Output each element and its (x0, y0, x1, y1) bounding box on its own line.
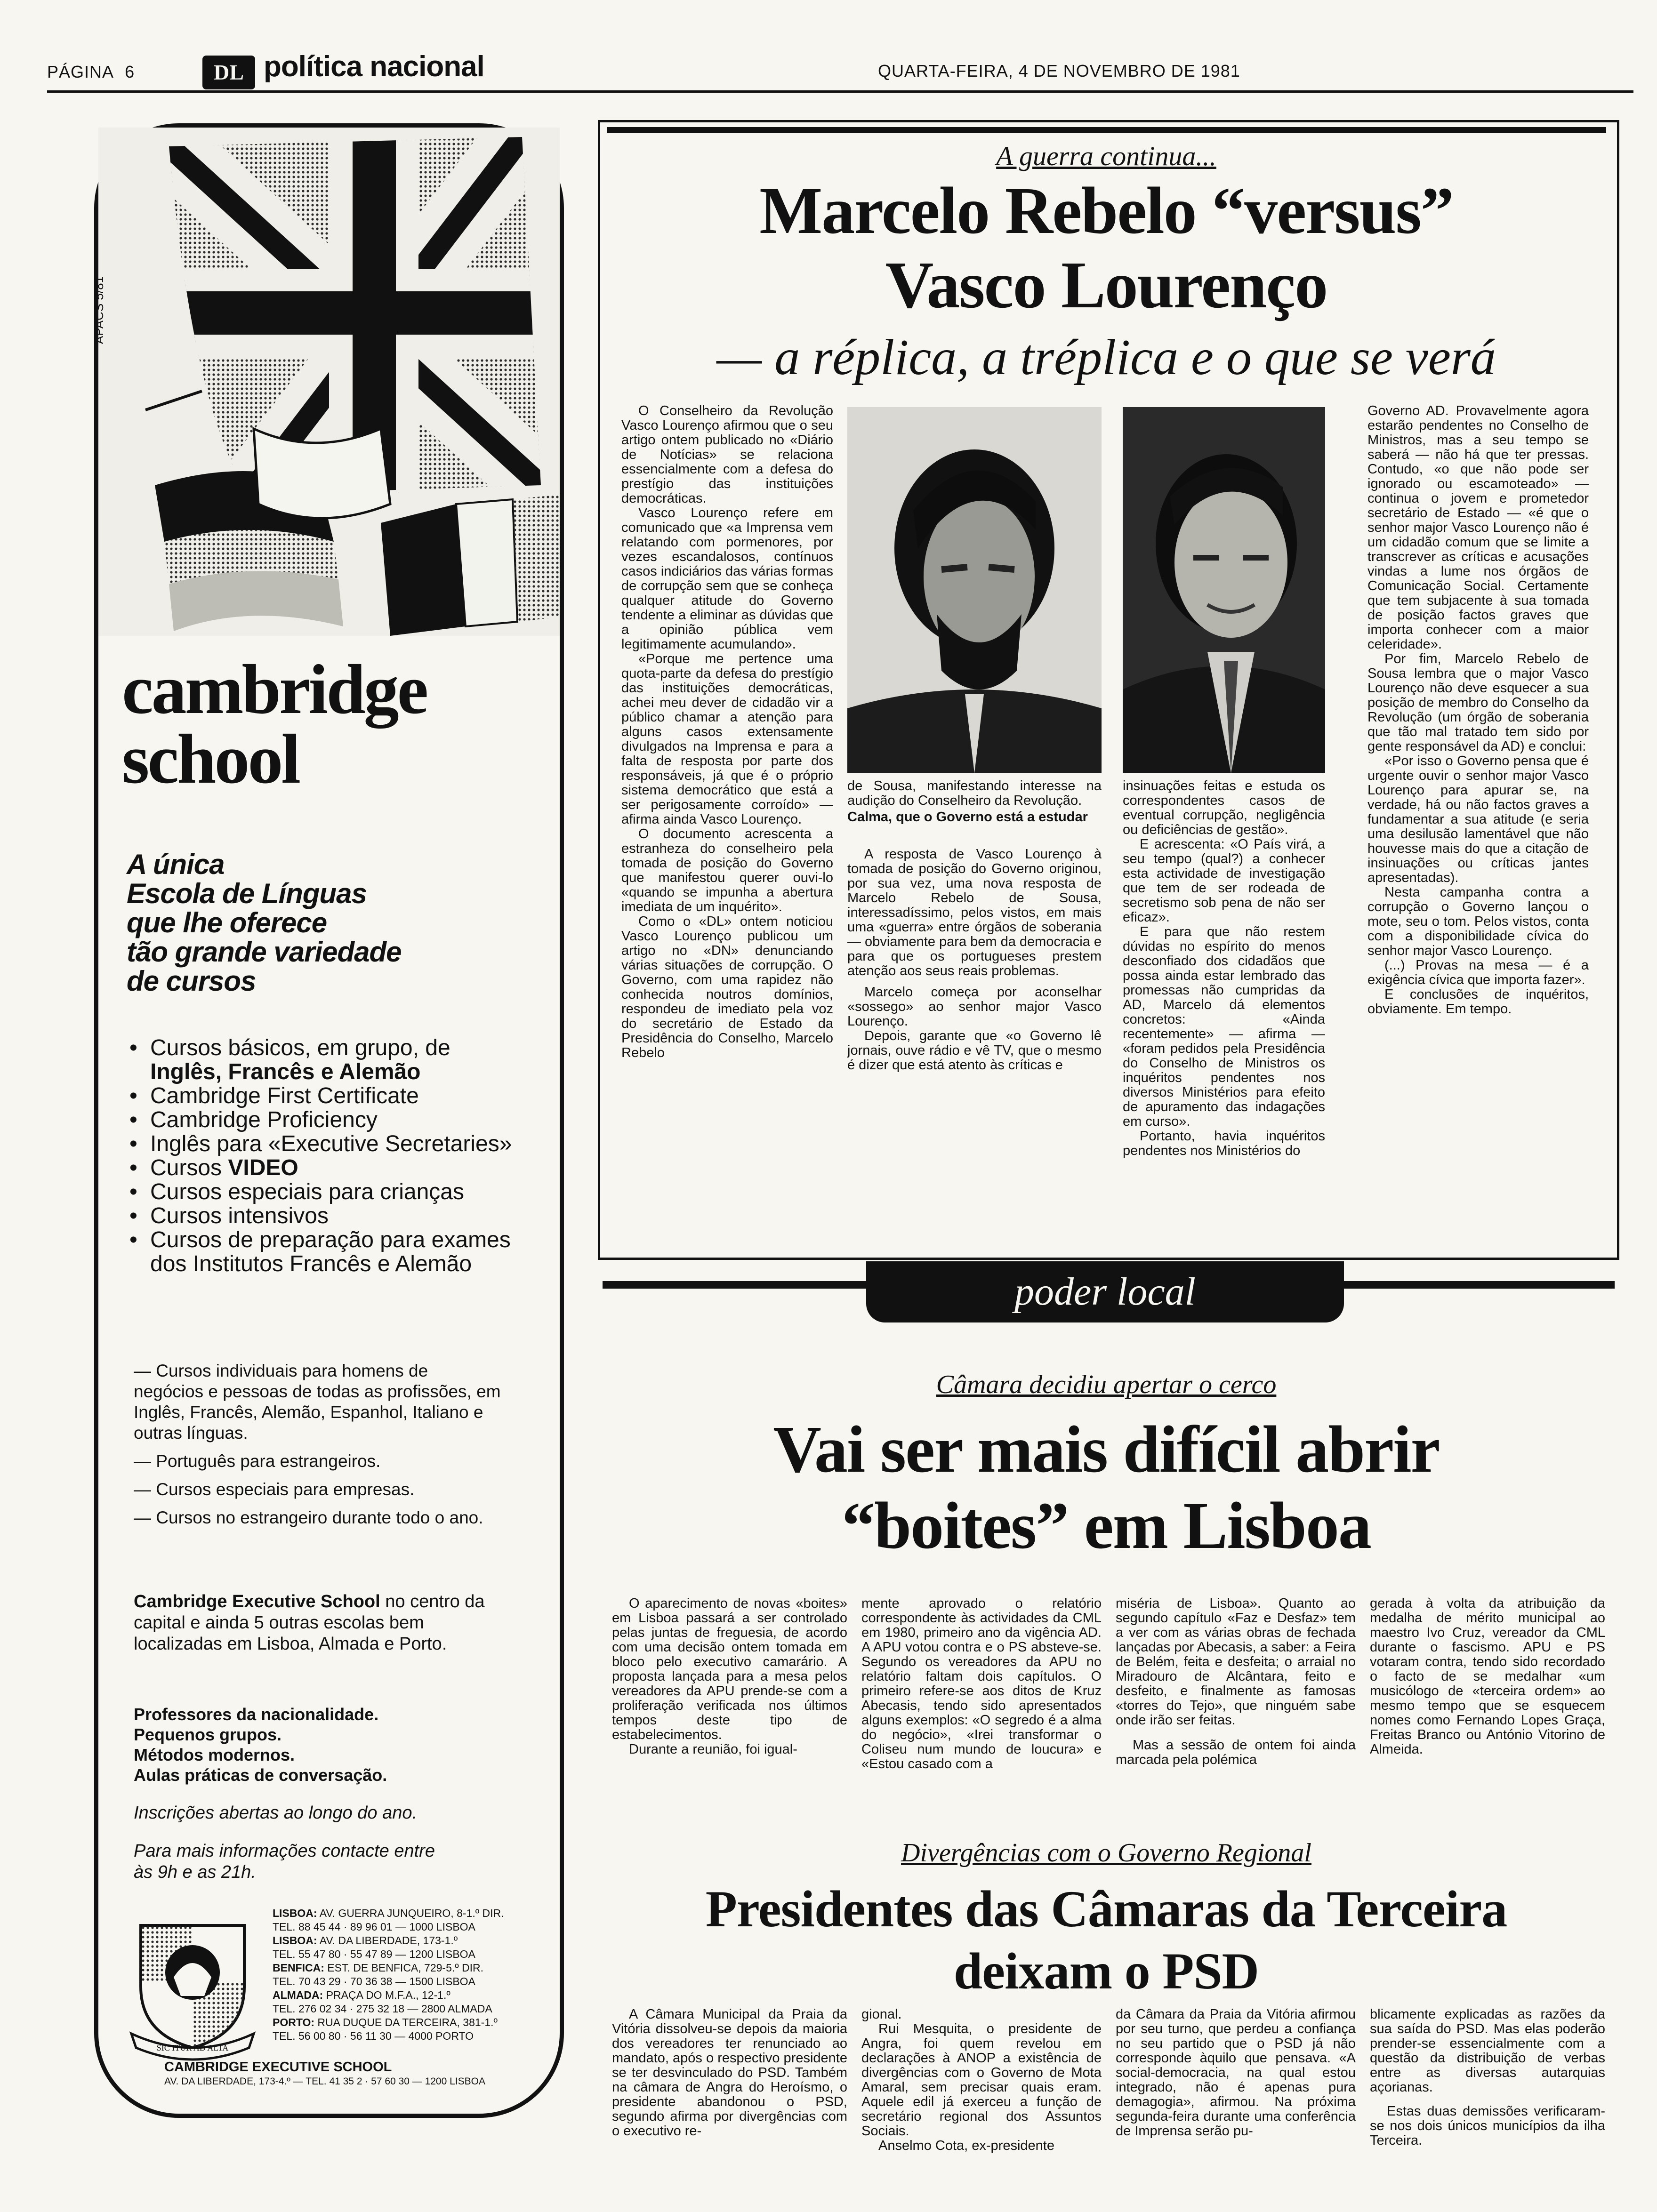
ad-brand-line2: school (122, 720, 299, 798)
article3-headline (600, 1878, 1612, 2002)
ad-extra-item: — Cursos no estrangeiro durante todo o ano. (134, 1508, 483, 1527)
article3-paragraph: Anselmo Cota, ex-presidente (878, 2138, 1054, 2153)
ad-brand (122, 650, 427, 798)
article3-paragraph: da Câmara da Praia da Vitória afirmou por seu turno, que perdeu a confiança no seu partido que o PSD já não corresponde àquilo que pensava. «A social-democracia, na qual estou integrado, não é apenas pura demagogia», afirmou. Na próxima segunda-feira durante uma conferência de Imprensa serão pu- (1116, 2007, 1356, 2139)
ad-tagline-line: tão grande variedade (127, 936, 402, 968)
poder-local-banner (866, 1261, 1344, 1322)
ad-extra-item: — Português para estrangeiros. (134, 1451, 381, 1471)
article1-paragraph: (...) Provas na mesa — é a exigência cívica que importa fazer». (1367, 958, 1589, 987)
article1-paragraph: Nesta campanha contra a corrupção o Governo lançou o mote, seu o tom. Pelos vistos, conta com a disponibilidade cívica do senhor major Vasco Lourenço. (1367, 885, 1589, 958)
article1-paragraph: A resposta de Vasco Lourenço à tomada de posição do Governo originou, por sua vez, uma nova resposta de Marcelo Rebelo de Sousa, interessadíssimo, pelos vistos, em mais uma «guerra» entre órgãos de soberania — obviamente para bem da democracia e para que os portugueses prestem atenção aos seus reais problemas. (847, 847, 1102, 978)
dl-logo-text: DL (214, 60, 244, 84)
ad-extra-item: — Cursos individuais para homens de negócios e pessoas de todas as profissões, em Inglês, Francês, Alemão, Espanhol, Italiano e outras línguas. (134, 1361, 501, 1443)
article1-kicker: A guerra continua... (996, 141, 1216, 171)
ad-address-line: LISBOA: AV. DA LIBERDADE, 173-1.º (273, 1934, 458, 1947)
article3-col4 (1370, 2007, 1605, 2148)
ad-address-line: LISBOA: AV. GUERRA JUNQUEIRO, 8-1.º DIR. (273, 1907, 504, 1919)
marcelo-rebelo-photo (1123, 407, 1325, 773)
article2-paragraph: O aparecimento de novas «boites» em Lisboa passará a ser controlado pelas juntas de freguesia, de acordo com uma decisão ontem tomada em bloco pelo executivo camarário. A proposta lançada para a mesa pelos vereadores da APU prende-se com a proliferação verificada nos últimos tempos deste tipo de estabelecimentos. (612, 1596, 847, 1742)
ad-tagline-line: A única (127, 849, 225, 880)
ad-features (134, 1704, 491, 1785)
masthead-rule (47, 90, 1633, 93)
school-crest (122, 1907, 263, 2057)
section-title: política nacional (264, 50, 484, 83)
ad-feature: Professores da nacionalidade. (134, 1705, 379, 1724)
ad-tagline-line: que lhe oferece (127, 907, 327, 938)
article3-paragraph: blicamente explicadas as razões da sua saída do PSD. Mas elas poderão prender-se essencialmente com a questão da distribuição de verbas entre as diversas autarquias açorianas. (1370, 2007, 1605, 2095)
article1-col4 (1367, 404, 1589, 1017)
article3-col2 (861, 2007, 1102, 2153)
ad-info: Para mais informações contacte entre às 9h e as 21h. (134, 1841, 435, 1882)
article1-paragraph: Vasco Lourenço refere em comunicado que «a Imprensa vem relatando com pormenores, por vezes escandalosos, contínuos casos indiciários das várias formas de corrupção sem que se conheça qualquer atitude do Governo tendente a eliminar as dúvidas que a opinião pública vem legitimamente acumulando». (621, 505, 833, 652)
article1-paragraph: Por fim, Marcelo Rebelo de Sousa lembra que o major Vasco Lourenço não deve esquecer a sua posição de membro do Conselho da Revolução (um órgão de soberania que tão mal tratado tem sido por gente responsável da AD) e conclui: (1367, 651, 1589, 754)
cambridge-ad (94, 123, 564, 2118)
ad-address-line: TEL. 276 02 34 · 275 32 18 — 2800 ALMADA (273, 2003, 492, 2015)
vasco-lourenco-portrait-icon (847, 407, 1102, 773)
article1-col1 (621, 404, 833, 1060)
marcelo-rebelo-portrait-icon (1123, 407, 1325, 773)
article3-paragraph: Estas duas demissões verificaram-se nos dois únicos municípios da ilha Terceira. (1370, 2104, 1605, 2148)
article1-paragraph: E acrescenta: «O País virá, a seu tempo (qual?) a conhecer esta actividade de investigação que tem de ser rodeada de secretismo sob pena de não ser eficaz». (1123, 837, 1325, 925)
article3-paragraph: Rui Mesquita, o presidente de Angra, foi quem revelou em declarações à ANOP a existência de divergências com o Governo de Mota Amaral, sem precisar quais eram. Aquele edil já exerceu a função de secretário regional dos Assuntos Sociais. (861, 2021, 1102, 2139)
article1-paragraph: O Conselheiro da Revolução Vasco Lourenço afirmou que o seu artigo ontem publicado no «Diário de Notícias» se relaciona essencialmente com a defesa do prestígio das instituições democráticas. (621, 403, 833, 506)
poder-local-rule-left (603, 1281, 866, 1289)
ad-brand-line1: cambridge (122, 650, 427, 729)
ad-address-line: ALMADA: PRAÇA DO M.F.A., 12-1.º (273, 1989, 450, 2001)
ad-course-item: • Cursos básicos, em grupo, de Inglês, Francês e Alemão (127, 1036, 513, 1084)
ad-inscricoes: Inscrições abertas ao longo do ano. (134, 1803, 418, 1823)
page-number: 6 (125, 62, 135, 81)
ad-course-item: • Cursos VIDEO (127, 1156, 513, 1180)
page-label-text: PÁGINA (47, 62, 113, 81)
article1-crosshead: Calma, que o Governo está a estudar (847, 809, 1088, 825)
article1-paragraph: E conclusões de inquéritos, obviamente. Em tempo. (1367, 987, 1589, 1017)
article1-paragraph: O documento acrescenta a estranheza do conselheiro pela tomada de posição do Governo que manifestou querer ouvi-lo «quando se impunha a abertura imediata de um inquérito». (621, 826, 833, 914)
article1-col2 (847, 779, 1102, 1073)
page-label (47, 62, 135, 82)
ad-address-line: PORTO: RUA DUQUE DA TERCEIRA, 381-1.º (273, 2016, 498, 2028)
issue-date: QUARTA-FEIRA, 4 DE NOVEMBRO DE 1981 (878, 61, 1240, 80)
article3-kicker: Divergências com o Governo Regional (901, 1838, 1311, 1867)
ad-extras (134, 1361, 501, 1528)
ad-executive-text: no centro da capital e ainda 5 outras escolas bem localizadas em Lisboa, Almada e Porto. (134, 1592, 485, 1654)
ad-tagline (127, 850, 402, 996)
article1-headline-line2: Vasco Lourenço (885, 248, 1327, 322)
article2-paragraph: Mas a sessão de ontem foi ainda marcada pela polémica (1116, 1738, 1356, 1767)
article3-headline-line2: deixam o PSD (954, 1942, 1259, 2000)
dl-logo (202, 56, 255, 89)
ad-address-line: TEL. 55 47 80 · 55 47 89 — 1200 LISBOA (273, 1948, 475, 1960)
article2-paragraph: mente aprovado o relatório correspondente às actividades da CML em 1980, primeiro ano da vigência AD. A APU votou contra e o PS absteve-se. Segundo os vereadores da APU no relatório faltam dois capítulos. O primeiro refere-se aos ditos de Kruz Abecasis, tendo sido apresentados alguns exemplos: «O segredo é a alma do negócio», «Irei transformar o Coliseu num mundo de loucura» e «Estou casado com a (861, 1596, 1102, 1771)
ad-address-line: BENFICA: EST. DE BENFICA, 729-5.º DIR. (273, 1962, 484, 1974)
article2-paragraph: miséria de Lisboa». Quanto ao segundo capítulo «Faz e Desfaz» tem a ver com as várias obras de fechada lançadas por Abecasis, a saber: a Feira de Belém, feita e desfeita; o arraial no Miradouro de Alcântara, feito e desfeito, e finalmente as famosas «torres do Tejo», que ninguém sabe onde irão ser feitas. (1116, 1596, 1356, 1728)
article2-kicker: Câmara decidiu apertar o cerco (936, 1370, 1277, 1399)
article1-top-bar (607, 127, 1606, 133)
ad-course-item: • Cursos intensivos (127, 1204, 513, 1228)
article3-col3 (1116, 2007, 1356, 2139)
article3-paragraph: gional. (861, 2007, 902, 2022)
poder-local-label: poder local (1014, 1270, 1196, 1314)
ad-feature: Métodos modernos. (134, 1745, 295, 1764)
ad-course-list (127, 1036, 513, 1276)
ad-addresses (273, 1907, 550, 2043)
ad-course-item: • Cambridge Proficiency (127, 1108, 513, 1132)
article2-col4 (1370, 1596, 1605, 1757)
article3-col1 (612, 2007, 847, 2139)
ad-course-item: • Cambridge First Certificate (127, 1084, 513, 1108)
ad-executive (134, 1591, 491, 1655)
article1-paragraph: «Porque me pertence uma quota-parte da defesa do prestígio das instituições democráticas, achei meu dever de cidadão vir a público chamar a atenção para alguns casos extensamente divulgados na Imprensa e para a falta de resposta por parte dos responsáveis, já que é o próprio sistema democrático que está a ser perigosamente corroído» — afirma ainda Vasco Lourenço. (621, 651, 833, 827)
poder-local-rule-right (1344, 1281, 1615, 1289)
article2-headline-line1: Vai ser mais difícil abrir (773, 1412, 1440, 1486)
article2-paragraph: gerada à volta da atribuição da medalha de mérito municipal ao maestro Ivo Cruz, vereador da CML durante o fascismo. APU e PS votaram contra, tendo sido recordado o facto de se medalhar «um musicólogo de «terceira ordem» ao mesmo tempo que se esquecem nomes como Fernando Lopes Graça, Freitas Branco ou António Vitorino de Almeida. (1370, 1596, 1605, 1757)
vasco-lourenco-photo (847, 407, 1102, 773)
crest-motto: SIC ITUR AD ALTA (156, 2043, 229, 2052)
article1-col3 (1123, 779, 1325, 1158)
article1-headline (600, 173, 1612, 322)
ad-executive-name: Cambridge Executive School (134, 1592, 380, 1611)
article1-paragraph: insinuações feitas e estuda os correspondentes casos de eventual corrupção, negligência ou deficiências de gestão». (1123, 778, 1325, 837)
article2-headline-line2: “boites” em Lisboa (842, 1488, 1371, 1563)
article2-col3 (1116, 1596, 1356, 1767)
article1-paragraph: Depois, garante que «o Governo lê jornais, ouve rádio e vê TV, que o mesmo é dizer que está atento às críticas e (847, 1028, 1102, 1073)
ad-tagline-line: Escola de Línguas (127, 878, 367, 909)
article3-paragraph: A Câmara Municipal da Praia da Vitória dissolveu-se depois da maioria dos vereadores ter renunciado ao mandato, após o respectivo presidente se ter desvinculado do PSD. Também na câmara de Angra do Heroísmo, o presidente abandonou o PSD, segundo afirma por divergências com o executivo re- (612, 2007, 847, 2139)
article1-paragraph: Marcelo começa por aconselhar «sossego» ao senhor major Vasco Lourenço. (847, 985, 1102, 1029)
article1-subhead: — a réplica, a tréplica e o que se verá (716, 329, 1496, 385)
ad-course-item: • Cursos de preparação para exames dos Institutos Francês e Alemão (127, 1228, 513, 1276)
article1-paragraph: E para que não restem dúvidas no espírito do menos desconfiado dos cidadãos que possa ainda estar lembrado das promessas não cumpridas da AD, Marcelo dá elementos concretos: «Ainda recentemente» — afirma — «foram pedidos pela Presidência do Conselho de Ministros os inquéritos pendentes nos diversos Ministérios para efeito de apuramento das indagações em curso». (1123, 924, 1325, 1129)
article1-paragraph: de Sousa, manifestando interesse na audição do Conselheiro da Revolução. (847, 778, 1102, 808)
article2-paragraph: Durante a reunião, foi igual- (629, 1742, 797, 1757)
article1-headline-line1: Marcelo Rebelo “versus” (759, 173, 1453, 248)
ad-address-line: TEL. 88 45 44 · 89 96 01 — 1000 LISBOA (273, 1921, 475, 1933)
article1-paragraph: Governo AD. Provavelmente agora estarão pendentes no Conselho de Ministros, mas a seu tempo se saberá — não há que ter pressas. Contudo, «o que não pode ser ignorado ou escamoteado» — continua o jovem e prometedor secretário de Estado — «é que o senhor major Vasco Lourenço não é um cidadão comum que se limite a transcrever as críticas e acusações vindas a lume nos órgãos de Comunicação Social. Certamente que tem subjacente à sua tomada de posição factos graves que importa conhecer com a maior celeridade». (1367, 403, 1589, 652)
ad-feature: Pequenos grupos. (134, 1725, 282, 1744)
article1-paragraph: Portanto, havia inquéritos pendentes nos Ministérios do (1123, 1129, 1325, 1158)
ad-vertical-tag: APACS 5/81 (92, 276, 106, 344)
article3-headline-line1: Presidentes das Câmaras da Terceira (705, 1880, 1507, 1938)
ad-address-line: TEL. 70 43 29 · 70 36 38 — 1500 LISBOA (273, 1975, 475, 1988)
ad-address-line: TEL. 56 00 80 · 56 11 30 — 4000 PORTO (273, 2030, 474, 2042)
ad-course-item: • Cursos especiais para crianças (127, 1180, 513, 1204)
article2-col1 (612, 1596, 847, 1757)
article2-headline (600, 1411, 1612, 1563)
ad-footer-address: AV. DA LIBERDADE, 173-4.º — TEL. 41 35 2 · 57 60 30 — 1200 LISBOA (164, 2076, 485, 2087)
ad-course-item: • Inglês para «Executive Secretaries» (127, 1132, 513, 1156)
ad-footer-name: CAMBRIDGE EXECUTIVE SCHOOL (164, 2060, 392, 2075)
flags-illustration (98, 128, 560, 636)
ad-feature: Aulas práticas de conversação. (134, 1765, 387, 1785)
article2-col2 (861, 1596, 1102, 1771)
article1-paragraph: Como o «DL» ontem noticiou Vasco Lourenço publicou um artigo no «DN» denunciando várias situações de corrupção. O Governo, com uma rapidez não conhecida noutros domínios, respondeu de imediato pela voz do secretário de Estado da Presidência do Conselho, Marcelo Rebelo (621, 914, 833, 1060)
ad-tagline-line: de cursos (127, 965, 256, 997)
ad-extra-item: — Cursos especiais para empresas. (134, 1480, 415, 1499)
article1-paragraph: «Por isso o Governo pensa que é urgente ouvir o senhor major Vasco Lourenço para apurar se, na verdade, há ou não factos graves a fundamentar a sua atitude (e seria uma desilusão lamentável que não houvesse mais do que a citação de insinuações ou críticas jantes apresentadas). (1367, 753, 1589, 885)
